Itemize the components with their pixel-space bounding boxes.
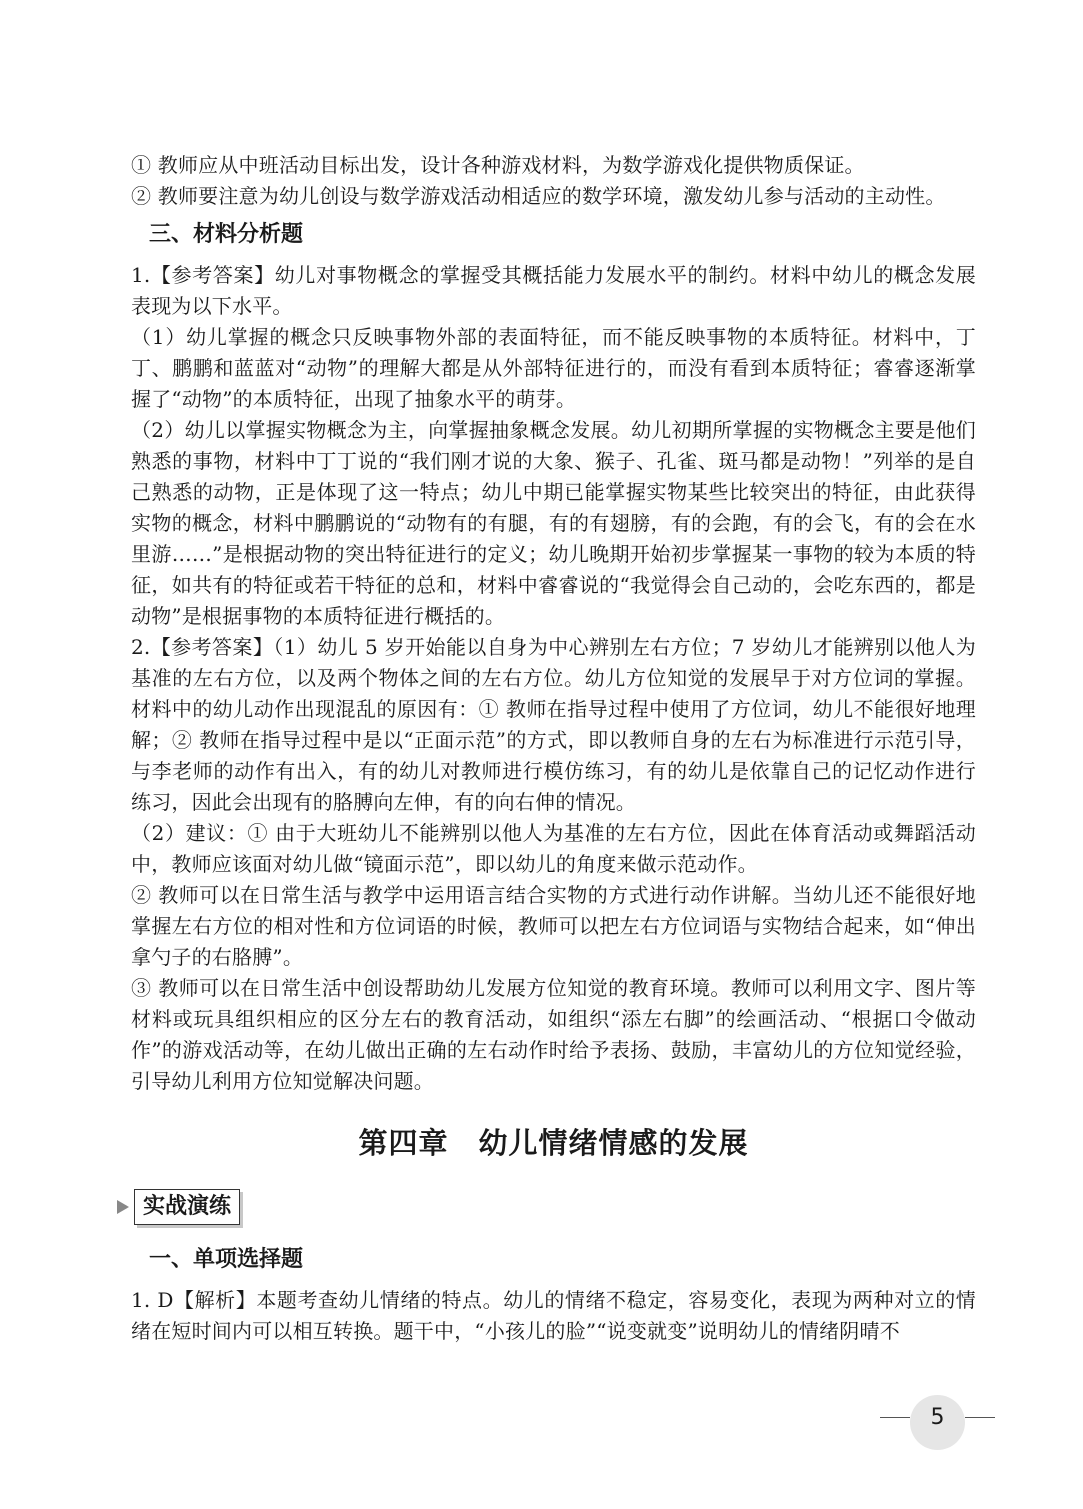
- paragraph: 2.【参考答案】（1）幼儿 5 岁开始能以自身为中心辨别左右方位；7 岁幼儿才能辨别以他人为基准的左右方位，以及两个物体之间的左右方位。幼儿方位知觉的发展早于对方位词的掌握。材料中的幼儿动作出现混乱的原因有：① 教师在指导过程中使用了方位词，幼儿不能很好地理解；② 教师在指导过程中是以“正面示范”的方式，即以教师自身的左右为标准进行示范引导，与李老师的动作有出入，有的幼儿对教师进行模仿练习，有的幼儿是依靠自己的记忆动作进行练习，因此会出现有的胳膊向左伸，有的向右伸的情况。: [131, 635, 976, 814]
- page-number-line-right: [965, 1417, 995, 1418]
- paragraph: （1）幼儿掌握的概念只反映事物外部的表面特征，而不能反映事物的本质特征。材料中，丁丁、鹏鹏和蓝蓝对“动物”的理解大都是从外部特征进行的，而没有看到本质特征；睿睿逐渐掌握了“动物”的本质特征，出现了抽象水平的萌芽。: [131, 325, 976, 411]
- paragraph: 1.【参考答案】幼儿对事物概念的掌握受其概括能力发展水平的制约。材料中幼儿的概念发展表现为以下水平。: [131, 263, 976, 318]
- chapter-title: 第四章 幼儿情绪情感的发展: [358, 1126, 749, 1160]
- paragraph: ③ 教师可以在日常生活中创设帮助幼儿发展方位知觉的教育环境。教师可以利用文字、图片等材料或玩具组织相应的区分左右的教育活动，如组织“添左右脚”的绘画活动、“根据口令做动作”的游戏活动等，在幼儿做出正确的左右动作时给予表扬、鼓励，丰富幼儿的方位知觉经验，引导幼儿利用方位知觉解决问题。: [131, 976, 976, 1093]
- paragraph: 1. D【解析】本题考查幼儿情绪的特点。幼儿的情绪不稳定，容易变化，表现为两种对立的情绪在短时间内可以相互转换。题干中，“小孩儿的脸”“说变就变”说明幼儿的情绪阴晴不: [131, 1288, 976, 1343]
- paragraph: ② 教师要注意为幼儿创设与数学游戏活动相适应的数学环境，激发幼儿参与活动的主动性。: [131, 184, 946, 208]
- triangle-marker-icon: [117, 1200, 129, 1214]
- page-number-line-left: [880, 1417, 910, 1418]
- page-number-badge: [880, 1395, 995, 1455]
- practice-label-row: [117, 1189, 976, 1225]
- paragraph: ② 教师可以在日常生活与教学中运用语言结合实物的方式进行动作讲解。当幼儿还不能很好地掌握左右方位的相对性和方位词语的时候，教师可以把左右方位词语与实物结合起来，如“伸出拿勺子的右胳膊”。: [131, 883, 976, 969]
- paragraph: （2）建议：① 由于大班幼儿不能辨别以他人为基准的左右方位，因此在体育活动或舞蹈活动中，教师应该面对幼儿做“镜面示范”，即以幼儿的角度来做示范动作。: [131, 821, 976, 876]
- section-heading-material-analysis: 三、材料分析题: [149, 222, 304, 247]
- practice-label-box: 实战演练: [134, 1189, 240, 1225]
- page-content: [131, 150, 976, 1347]
- page-number: 5: [910, 1395, 965, 1450]
- section-heading-single-choice: 一、单项选择题: [149, 1247, 304, 1272]
- paragraph: （2）幼儿以掌握实物概念为主，向掌握抽象概念发展。幼儿初期所掌握的实物概念主要是他们熟悉的事物，材料中丁丁说的“我们刚才说的大象、猴子、孔雀、斑马都是动物！”列举的是自己熟悉的动物，正是体现了这一特点；幼儿中期已能掌握实物某些比较突出的特征，由此获得实物的概念，材料中鹏鹏说的“动物有的有腿，有的有翅膀，有的会跑，有的会飞，有的会在水里游……”是根据动物的突出特征进行的定义；幼儿晚期开始初步掌握某一事物的较为本质的特征，如共有的特征或若干特征的总和，材料中睿睿说的“我觉得会自己动的，会吃东西的，都是动物”是根据事物的本质特征进行概括的。: [131, 418, 976, 628]
- paragraph: ① 教师应从中班活动目标出发，设计各种游戏材料，为数学游戏化提供物质保证。: [131, 153, 865, 177]
